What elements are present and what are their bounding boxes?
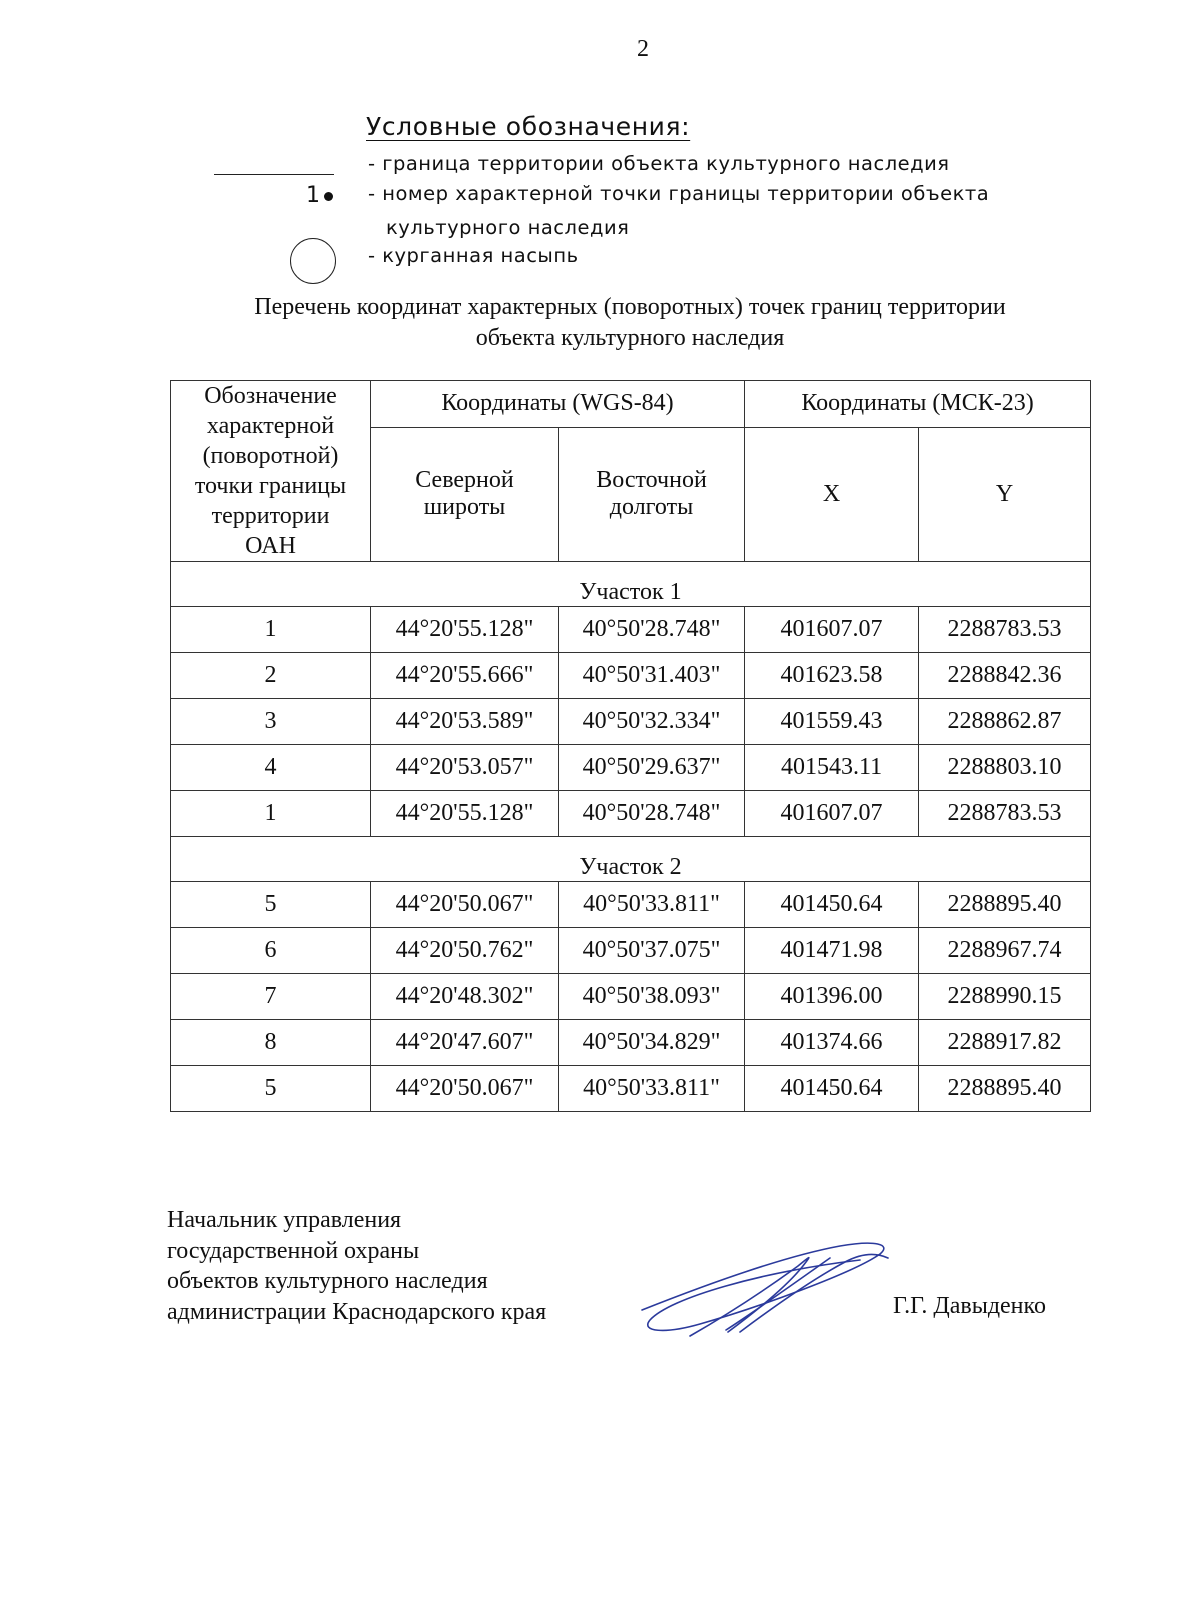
point-number-icon — [324, 192, 333, 201]
legend-point-text-cont: культурного наследия — [386, 216, 630, 239]
section-title: Участок 2 — [171, 837, 1091, 882]
table-row: 4 44°20'53.057" 40°50'29.637" 401543.11 2288803.10 — [171, 745, 1091, 791]
point-number-sample: 1 — [306, 183, 320, 208]
section-title: Участок 1 — [171, 562, 1091, 607]
signer-name: Г.Г. Давыденко — [893, 1293, 1046, 1319]
signatory-title: Начальник управления государственной охраны объектов культурного наследия администрации Краснодарского края — [167, 1207, 547, 1325]
table-row: 3 44°20'53.589" 40°50'32.334" 401559.43 2288862.87 — [171, 699, 1091, 745]
table-row: 8 44°20'47.607" 40°50'34.829" 401374.66 2288917.82 — [171, 1020, 1091, 1066]
table-row: 5 44°20'50.067" 40°50'33.811" 401450.64 2288895.40 — [171, 882, 1091, 928]
mound-circle-icon — [290, 238, 336, 284]
boundary-line-icon — [214, 174, 334, 175]
header-wgs84: Координаты (WGS-84) — [371, 381, 745, 428]
legend-boundary-text: - граница территории объекта культурного наследия — [368, 152, 950, 175]
header-y: Y — [919, 427, 1091, 561]
table-row: 6 44°20'50.762" 40°50'37.075" 401471.98 2288967.74 — [171, 928, 1091, 974]
signature-strokes — [642, 1243, 888, 1336]
header-longitude: Восточной долготы — [559, 427, 745, 561]
table-row: 5 44°20'50.067" 40°50'33.811" 401450.64 2288895.40 — [171, 1066, 1091, 1112]
legend-title: Условные обозначения: — [366, 112, 691, 141]
handwritten-signature — [630, 1232, 900, 1352]
header-latitude: Северной широты — [371, 427, 559, 561]
coordinates-table — [170, 380, 1091, 1112]
table-row: 1 44°20'55.128" 40°50'28.748" 401607.07 2288783.53 — [171, 791, 1091, 837]
list-title-line-2: объекта культурного наследия — [475, 325, 785, 351]
header-x: X — [745, 427, 919, 561]
legend-mound-text: - курганная насыпь — [368, 244, 579, 267]
header-designation: Обозначение характерной (поворотной) точки границы территории ОАН — [171, 381, 371, 562]
table-row: 2 44°20'55.666" 40°50'31.403" 401623.58 2288842.36 — [171, 653, 1091, 699]
list-title-line-1: Перечень координат характерных (поворотных) точек границ территории — [254, 294, 1006, 320]
legend-point-text: - номер характерной точки границы территории объекта — [368, 182, 990, 205]
table-row: 7 44°20'48.302" 40°50'38.093" 401396.00 2288990.15 — [171, 974, 1091, 1020]
header-msk23: Координаты (МСК-23) — [745, 381, 1091, 428]
page-number: 2 — [637, 36, 649, 62]
table-row: 1 44°20'55.128" 40°50'28.748" 401607.07 2288783.53 — [171, 607, 1091, 653]
coordinates-list-title — [150, 292, 1110, 354]
